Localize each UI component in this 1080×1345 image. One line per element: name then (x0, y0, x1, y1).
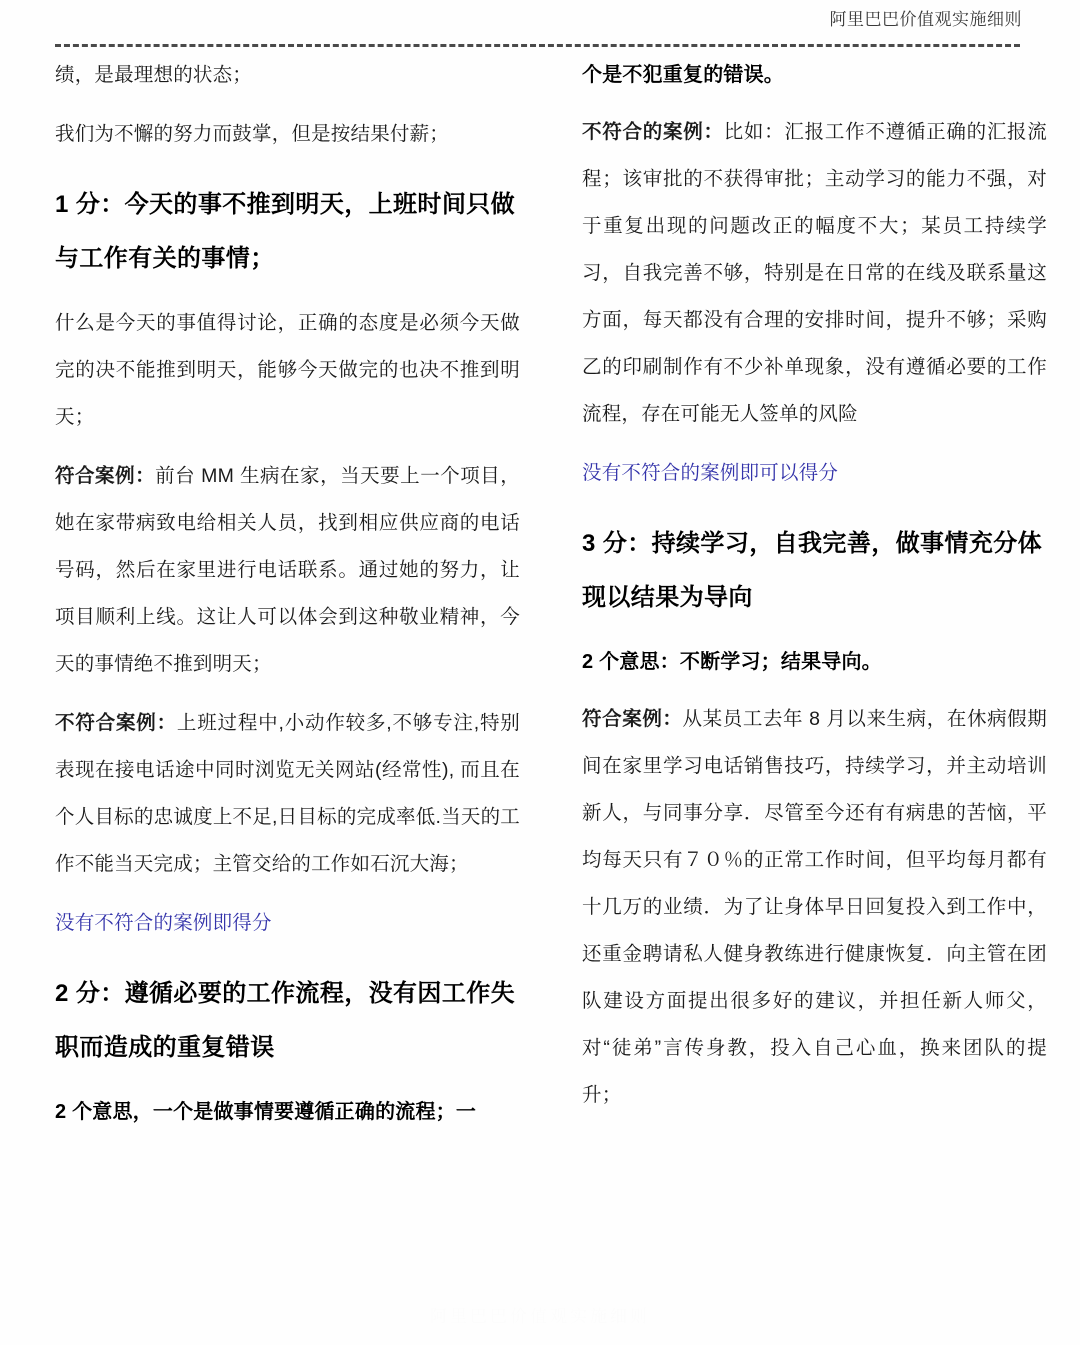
case-noncompliant-text: 比如：汇报工作不遵循正确的汇报流程；该审批的不获得审批；主动学习的能力不强，对于重复出现的问题改正的幅度不大；某员工持续学习，自我完善不够，特别是在日常的在线及联系量这方面，每天都没有合理的安排时间，提升不够；采购乙的印刷制作有不少补单现象，没有遵循必要的工作流程，存在可能无人签单的风险 (582, 121, 1047, 425)
paragraph-explanation: 什么是今天的事值得讨论，正确的态度是必须今天做完的决不能推到明天，能够今天做完的也决不推到明天； (55, 312, 520, 428)
page-header (0, 0, 1080, 46)
case-compliant-right (582, 696, 1047, 1119)
paragraph-applause: 我们为不懈的努力而鼓掌，但是按结果付薪； (55, 123, 450, 145)
case-compliant-label: 符合案例： (55, 465, 156, 487)
scoring-note-left: 没有不符合的案例即得分 (55, 912, 272, 934)
heading-score-1: 1 分：今天的事不推到明天，上班时间只做与工作有关的事情； (55, 191, 516, 272)
page-watermark: 阿里巴巴价值观实施细则 (430, 1307, 650, 1326)
heading-score-3: 3 分：持续学习，自我完善，做事情充分体现以结果为导向 (582, 530, 1043, 611)
subheading-score-2-continued: 个是不犯重复的错误。 (582, 64, 784, 86)
subheading-score-3: 2 个意思：不断学习；结果导向。 (582, 651, 882, 673)
header-divider (55, 44, 1020, 47)
case-noncompliant-label: 不符合案例： (55, 712, 177, 734)
heading-score-2: 2 分：遵循必要的工作流程，没有因工作失职而造成的重复错误 (55, 980, 516, 1061)
case-noncompliant-left (55, 700, 520, 888)
case-noncompliant-label: 不符合的案例： (582, 121, 724, 143)
right-column (582, 52, 1047, 1290)
case-noncompliant-right (582, 109, 1047, 438)
subheading-score-2: 2 个意思，一个是做事情要遵循正确的流程；一 (55, 1101, 477, 1123)
case-compliant-label: 符合案例： (582, 708, 683, 730)
case-compliant-text: 从某员工去年 8 月以来生病，在休病假期间在家里学习电话销售技巧，持续学习，并主动培训新人，与同事分享．尽管至今还有有病患的苦恼，平均每天只有７０％的正常工作时间，但平均每月都有十几万的业绩．为了让身体早日回复投入到工作中，还重金聘请私人健身教练进行健康恢复．向主管在团队建设方面提出很多好的建议，并担任新人师父，对“徒弟”言传身教，投入自己心血，换来团队的提升； (582, 708, 1047, 1106)
case-noncompliant-text: 上班过程中,小动作较多,不够专注,特别表现在接电话途中同时浏览无关网站(经常性), 而且在个人目标的忠诚度上不足,日目标的完成率低.当天的工作不能当天完成；主管交给的工作如石沉大海； (55, 712, 520, 875)
document-columns (55, 52, 1047, 1290)
case-compliant-left (55, 453, 520, 688)
header-title: 阿里巴巴价值观实施细则 (829, 10, 1022, 29)
scoring-note-right: 没有不符合的案例即可以得分 (582, 462, 839, 484)
case-compliant-text: 前台 MM 生病在家，当天要上一个项目，她在家带病致电给相关人员，找到相应供应商的电话号码，然后在家里进行电话联系。通过她的努力，让项目顺利上线。这让人可以体会到这种敬业精神，今天的事情绝不推到明天； (55, 465, 520, 675)
paragraph-continued: 绩，是最理想的状态； (55, 64, 253, 86)
left-column (55, 52, 520, 1290)
